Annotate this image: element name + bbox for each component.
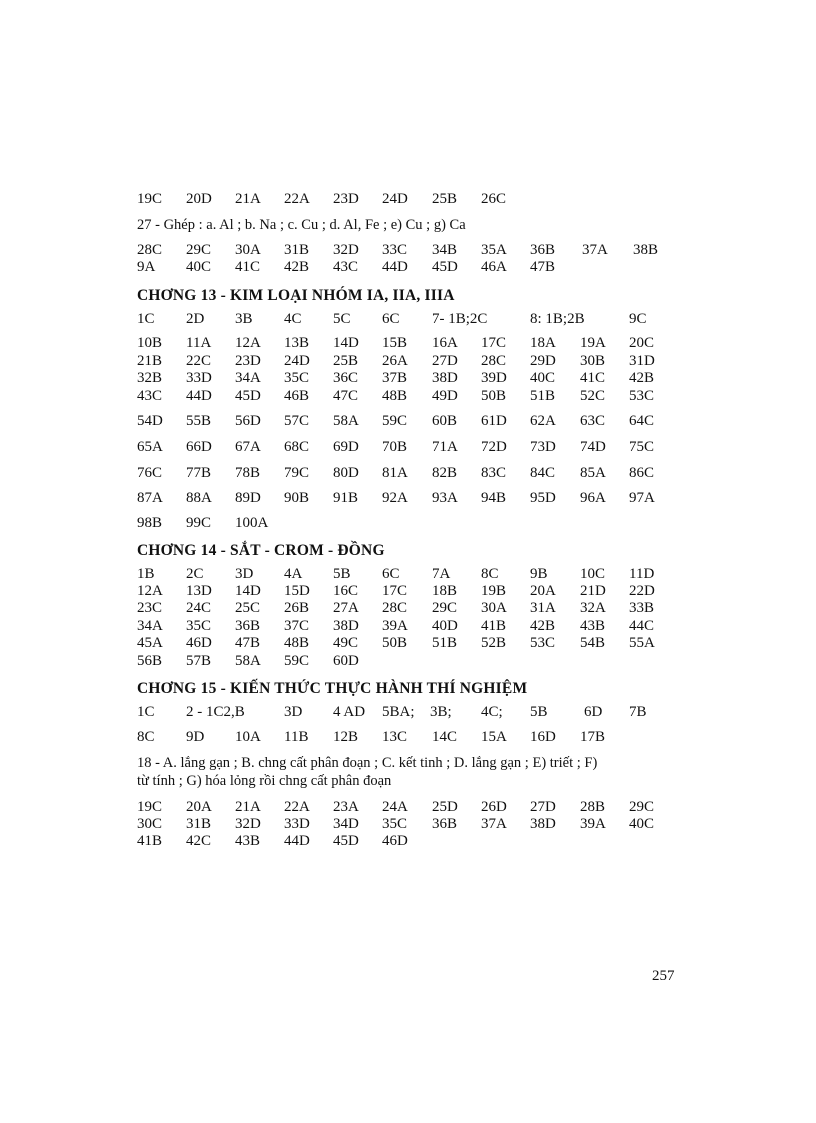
answer-cell: 31A [530,600,556,616]
answer-cell: 20A [186,799,212,815]
answer-cell: 47C [333,388,359,404]
answer-cell: 40C [530,370,556,386]
answer-cell: 46D [382,833,408,849]
answer-cell: 45D [235,388,261,404]
answer-cell: 40C [629,816,655,832]
answer-cell: 12B [333,729,359,745]
answer-cell: 29C [186,242,212,258]
answer-cell: 60D [333,653,359,669]
answer-cell: 96A [580,490,606,506]
answer-cell: 42B [284,259,310,275]
answer-cell: 25D [432,799,458,815]
answer-cell: 44D [284,833,310,849]
answer-cell: 23D [235,353,261,369]
answer-cell: 1C [137,311,155,327]
answer-cell: 3D [235,566,254,582]
answer-cell: 24D [382,191,408,207]
answer-cell: 54B [580,635,606,651]
answer-cell: 50B [382,635,408,651]
answer-cell: 29C [629,799,655,815]
answer-cell: 37A [481,816,507,832]
answer-cell: 12A [235,335,261,351]
answer-cell: 61D [481,413,507,429]
chapter-13-heading: CHƠNG 13 - KIM LOẠI NHÓM IA, IIA, IIIA [137,287,455,304]
answer-cell: 14D [235,583,261,599]
answer-cell: 67A [235,439,261,455]
answer-cell: 38B [633,242,659,258]
answer-cell: 12A [137,583,163,599]
answer-cell: 54D [137,413,163,429]
answer-cell: 52C [580,388,606,404]
answer-cell: 48B [382,388,408,404]
answer-cell: 19A [580,335,606,351]
answer-cell: 33D [284,816,310,832]
answer-cell: 77B [186,465,212,481]
chapter-14-heading: CHƠNG 14 - SẮT - CROM - ĐỒNG [137,542,385,559]
answer-cell: 53C [629,388,655,404]
answer-cell: 15B [382,335,408,351]
answer-cell: 38D [530,816,556,832]
answer-cell: 27D [530,799,556,815]
answer-cell: 17C [382,583,408,599]
answer-cell: 23D [333,191,359,207]
answer-cell: 42B [629,370,655,386]
answer-cell: 6D [584,704,603,720]
answer-cell: 28C [137,242,163,258]
answer-cell: 24A [382,799,408,815]
answer-cell: 34A [137,618,163,634]
answer-cell: 35A [481,242,507,258]
answer-cell: 41C [580,370,606,386]
answer-cell: 49D [432,388,458,404]
answer-cell: 5B [530,704,548,720]
answer-cell: 30A [235,242,261,258]
answer-cell: 46D [186,635,212,651]
answer-cell: 9C [629,311,647,327]
answer-cell: 43B [235,833,261,849]
answer-cell: 19C [137,191,163,207]
answer-cell: 34A [235,370,261,386]
answer-cell: 14D [333,335,359,351]
answer-cell: 11D [629,566,655,582]
answer-cell: 60B [432,413,458,429]
answer-cell: 6C [382,311,400,327]
answer-cell: 31B [284,242,310,258]
answer-cell: 50B [481,388,507,404]
answer-cell: 39A [580,816,606,832]
answer-cell: 81A [382,465,408,481]
answer-cell: 34D [333,816,359,832]
answer-cell: 15D [284,583,310,599]
answer-cell: 15A [481,729,507,745]
answer-cell: 46B [284,388,310,404]
answer-cell: 24C [186,600,212,616]
answer-cell: 16D [530,729,556,745]
answer-cell: 9D [186,729,205,745]
answer-cell: 27A [333,600,359,616]
answer-cell: 47B [530,259,556,275]
answer-cell: 31B [186,816,212,832]
answer-cell: 59C [284,653,310,669]
answer-cell: 64C [629,413,655,429]
answer-cell: 90B [284,490,310,506]
answer-cell: 28C [481,353,507,369]
answer-cell: 73D [530,439,556,455]
answer-cell: 2 - 1C2,B [186,704,245,720]
answer-cell: 10C [580,566,606,582]
answer-cell: 21A [235,191,261,207]
answer-cell: 53C [530,635,556,651]
answer-cell: 87A [137,490,163,506]
answer-cell: 13C [382,729,408,745]
answer-cell: 37A [582,242,608,258]
matching-answer-text: 27 - Ghép : a. Al ; b. Na ; c. Cu ; d. Al, Fe ; e) Cu ; g) Ca [137,217,466,233]
answer-cell: 18A [530,335,556,351]
answer-cell: 21D [580,583,606,599]
answer-cell: 4C; [481,704,503,720]
answer-cell: 83C [481,465,507,481]
answer-cell: 41B [137,833,163,849]
answer-cell: 9A [137,259,156,275]
answer-cell: 14C [432,729,458,745]
answer-cell: 36C [333,370,359,386]
answer-cell: 26A [382,353,408,369]
answer-cell: 28C [382,600,408,616]
answer-cell: 20D [186,191,212,207]
answer-cell: 44C [629,618,655,634]
answer-cell: 56D [235,413,261,429]
answer-cell: 41C [235,259,261,275]
answer-cell: 58A [333,413,359,429]
answer-cell: 44D [186,388,212,404]
chapter-15-heading: CHƠNG 15 - KIẾN THỨC THỰC HÀNH THÍ NGHIỆM [137,680,528,697]
answer-cell: 30B [580,353,606,369]
answer-cell: 33D [186,370,212,386]
answer-cell: 86C [629,465,655,481]
answer-cell: 45D [333,833,359,849]
answer-cell: 20A [530,583,556,599]
answer-cell: 35C [284,370,310,386]
separation-methods-text-continued: từ tính ; G) hóa lỏng rồi chng cất phân đoạn [137,773,392,789]
answer-cell: 76C [137,465,163,481]
answer-cell: 23A [333,799,359,815]
answer-cell: 20C [629,335,655,351]
answer-cell: 10A [235,729,261,745]
answer-cell: 37B [382,370,408,386]
answer-cell: 57C [284,413,310,429]
answer-cell: 22D [629,583,655,599]
answer-cell: 95D [530,490,556,506]
answer-cell: 59C [382,413,408,429]
answer-cell: 6C [382,566,400,582]
answer-cell: 7A [432,566,451,582]
answer-cell: 11A [186,335,212,351]
answer-cell: 29C [432,600,458,616]
page-number: 257 [652,968,675,984]
answer-cell: 44D [382,259,408,275]
answer-cell: 45A [137,635,163,651]
separation-methods-text: 18 - A. lắng gạn ; B. chng cất phân đoạn ; C. kết tinh ; D. lắng gạn ; E) triết ; F) [137,755,598,771]
answer-cell: 56B [137,653,163,669]
answer-cell: 42C [186,833,212,849]
answer-cell: 51B [530,388,556,404]
answer-cell: 11B [284,729,309,745]
answer-cell: 48B [284,635,310,651]
answer-cell: 38D [432,370,458,386]
answer-cell: 75C [629,439,655,455]
answer-cell: 97A [629,490,655,506]
answer-cell: 43C [333,259,359,275]
answer-cell: 2C [186,566,204,582]
answer-cell: 5B [333,566,351,582]
answer-cell: 52B [481,635,507,651]
answer-cell: 4 AD [333,704,366,720]
answer-cell: 88A [186,490,212,506]
answer-cell: 92A [382,490,408,506]
answer-cell: 18B [432,583,458,599]
answer-cell: 39A [382,618,408,634]
answer-cell: 3B [235,311,253,327]
answer-cell: 69D [333,439,359,455]
answer-cell: 37C [284,618,310,634]
answer-cell: 68C [284,439,310,455]
answer-cell: 26C [481,191,507,207]
answer-cell: 25B [432,191,458,207]
answer-cell: 36B [530,242,556,258]
answer-cell: 25B [333,353,359,369]
answer-cell: 8: 1B;2B [530,311,585,327]
answer-cell: 91B [333,490,359,506]
answer-cell: 2D [186,311,205,327]
answer-cell: 1C [137,704,155,720]
answer-cell: 38D [333,618,359,634]
answer-cell: 72D [481,439,507,455]
answer-cell: 66D [186,439,212,455]
answer-cell: 32B [137,370,163,386]
answer-cell: 7- 1B;2C [432,311,488,327]
answer-cell: 71A [432,439,458,455]
answer-cell: 1B [137,566,155,582]
answer-cell: 93A [432,490,458,506]
answer-cell: 19C [137,799,163,815]
answer-cell: 98B [137,515,163,531]
answer-cell: 30C [137,816,163,832]
answer-cell: 40D [432,618,458,634]
answer-cell: 32A [580,600,606,616]
answer-cell: 41B [481,618,507,634]
answer-cell: 19B [481,583,507,599]
answer-cell: 94B [481,490,507,506]
answer-cell: 55A [629,635,655,651]
answer-cell: 79C [284,465,310,481]
answer-cell: 34B [432,242,458,258]
answer-cell: 7B [629,704,647,720]
answer-cell: 32D [235,816,261,832]
answer-cell: 33C [382,242,408,258]
answer-cell: 4C [284,311,302,327]
answer-cell: 47B [235,635,261,651]
answer-cell: 40C [186,259,212,275]
answer-cell: 49C [333,635,359,651]
answer-cell: 35C [186,618,212,634]
answer-cell: 57B [186,653,212,669]
answer-cell: 16C [333,583,359,599]
answer-cell: 62A [530,413,556,429]
answer-cell: 36B [235,618,261,634]
answer-cell: 65A [137,439,163,455]
answer-cell: 3D [284,704,303,720]
answer-cell: 10B [137,335,163,351]
answer-cell: 22C [186,353,212,369]
answer-cell: 45D [432,259,458,275]
answer-cell: 16A [432,335,458,351]
answer-cell: 21B [137,353,163,369]
answer-cell: 32D [333,242,359,258]
answer-cell: 22A [284,191,310,207]
answer-cell: 13D [186,583,212,599]
answer-cell: 43C [137,388,163,404]
answer-cell: 51B [432,635,458,651]
answer-cell: 5C [333,311,351,327]
answer-cell: 31D [629,353,655,369]
answer-cell: 17B [580,729,606,745]
answer-cell: 24D [284,353,310,369]
answer-cell: 99C [186,515,212,531]
answer-cell: 33B [629,600,655,616]
answer-cell: 39D [481,370,507,386]
answer-cell: 8C [481,566,499,582]
answer-cell: 85A [580,465,606,481]
answer-cell: 43B [580,618,606,634]
answer-cell: 4A [284,566,303,582]
answer-cell: 82B [432,465,458,481]
answer-cell: 27D [432,353,458,369]
answer-cell: 5BA; [382,704,415,720]
answer-cell: 30A [481,600,507,616]
answer-cell: 28B [580,799,606,815]
answer-cell: 46A [481,259,507,275]
answer-cell: 55B [186,413,212,429]
answer-cell: 29D [530,353,556,369]
answer-cell: 89D [235,490,261,506]
answer-cell: 63C [580,413,606,429]
answer-cell: 9B [530,566,548,582]
answer-cell: 8C [137,729,155,745]
answer-cell: 3B; [430,704,452,720]
answer-cell: 80D [333,465,359,481]
answer-cell: 70B [382,439,408,455]
answer-cell: 26D [481,799,507,815]
answer-cell: 78B [235,465,261,481]
answer-cell: 21A [235,799,261,815]
answer-cell: 100A [235,515,269,531]
answer-cell: 17C [481,335,507,351]
answer-cell: 35C [382,816,408,832]
answer-cell: 22A [284,799,310,815]
answer-cell: 13B [284,335,310,351]
answer-cell: 58A [235,653,261,669]
answer-cell: 23C [137,600,163,616]
answer-cell: 36B [432,816,458,832]
answer-cell: 26B [284,600,310,616]
answer-cell: 84C [530,465,556,481]
answer-cell: 74D [580,439,606,455]
answer-cell: 42B [530,618,556,634]
answer-cell: 25C [235,600,261,616]
